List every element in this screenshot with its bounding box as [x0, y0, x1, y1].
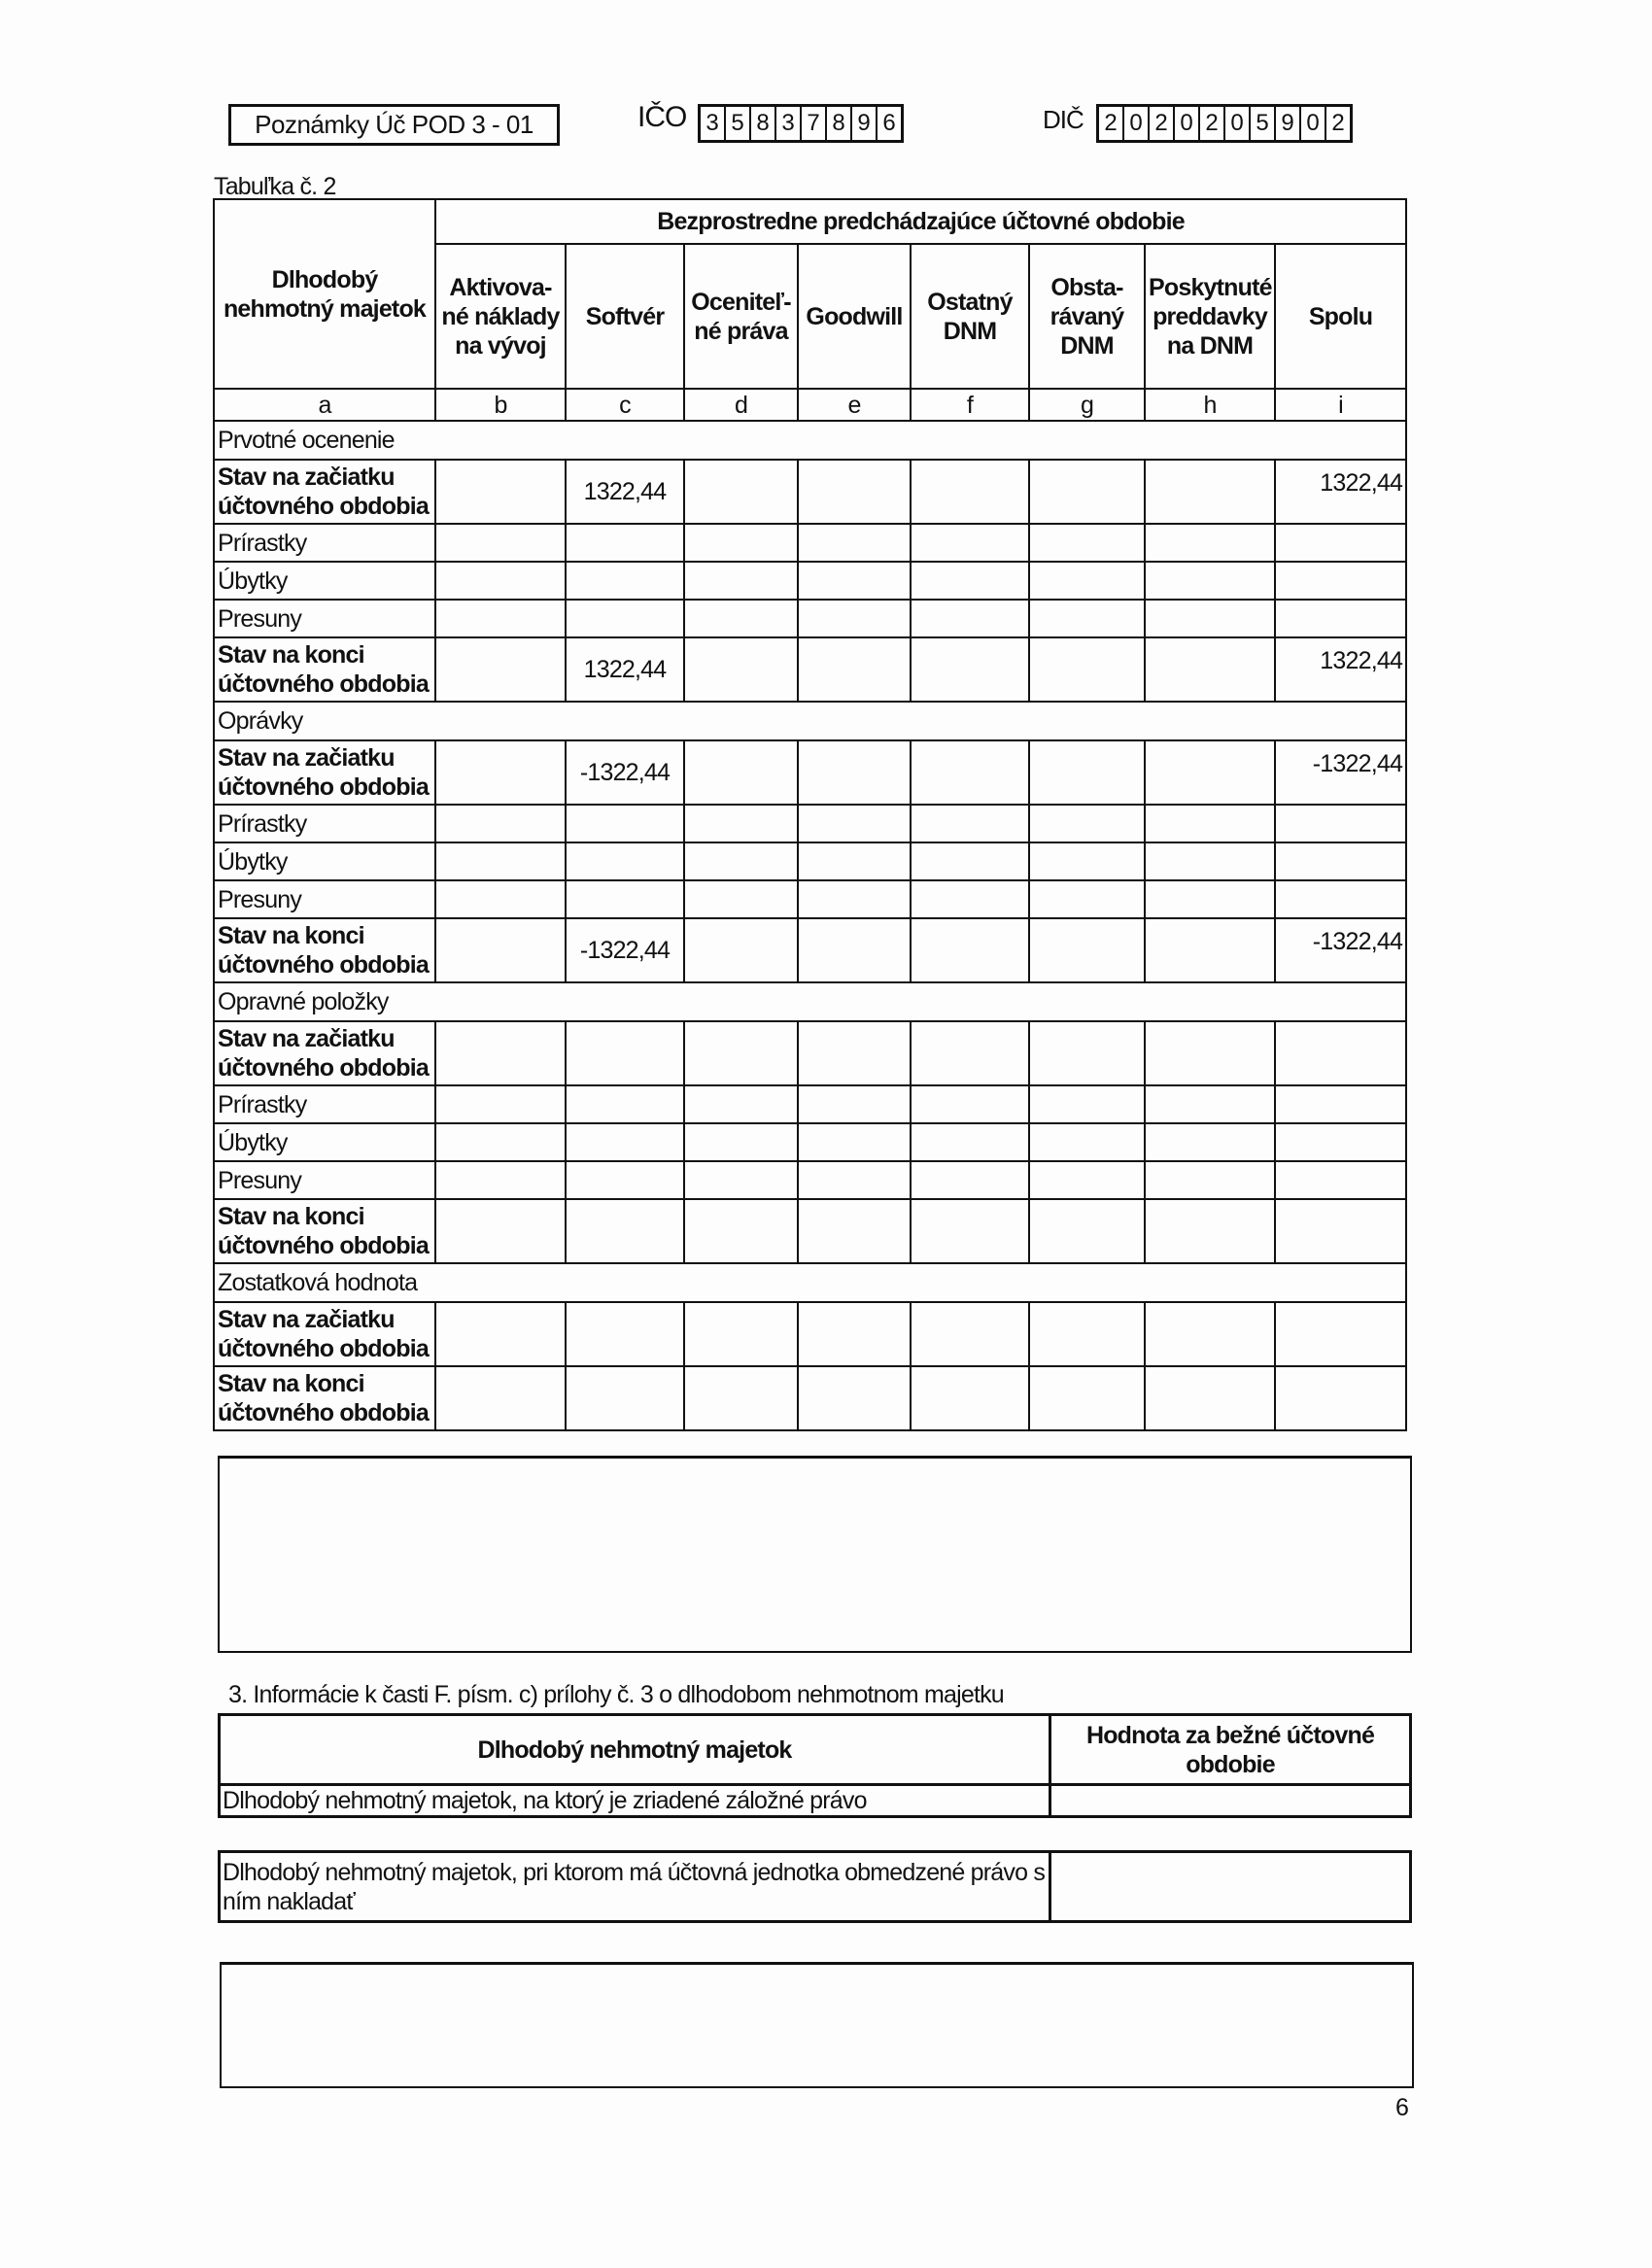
ico-label: IČO — [637, 101, 687, 133]
value-cell-e[interactable] — [798, 1366, 911, 1430]
section-row — [214, 702, 1406, 740]
notes-box-1[interactable] — [218, 1456, 1412, 1653]
digit-cell: 2 — [1331, 110, 1345, 136]
value-cell-b[interactable] — [435, 600, 566, 637]
value-cell-e[interactable] — [798, 918, 911, 982]
section3-title: 3. Informácie k časti F. písm. c) prílohy č. 3 o dlhodobom nehmotnom majetku — [228, 1681, 1004, 1708]
row-label: Stav na konci účtovného obdobia — [214, 918, 435, 982]
row-label: Úbytky — [214, 562, 435, 600]
digit-cell: 0 — [1124, 107, 1150, 140]
column-header-asset: Dlhodobý nehmotný majetok — [214, 199, 435, 389]
notes-box-2[interactable] — [220, 1962, 1414, 2088]
section-title: Prvotné ocenenie — [214, 421, 1406, 460]
value-cell-c[interactable] — [566, 562, 684, 600]
value-cell-i[interactable] — [1275, 842, 1406, 880]
value-cell-e[interactable] — [798, 1199, 911, 1263]
value-cell-d[interactable] — [684, 1085, 798, 1123]
value-cell-d[interactable] — [684, 918, 798, 982]
value-cell-i[interactable] — [1275, 1021, 1406, 1085]
value-cell-e[interactable] — [798, 1161, 911, 1199]
value-cell-e[interactable] — [798, 880, 911, 918]
value-cell-i[interactable] — [1275, 524, 1406, 562]
value-cell-e[interactable] — [798, 600, 911, 637]
column-header: Obsta-rávaný DNM — [1029, 244, 1145, 389]
ico-field — [698, 104, 904, 143]
column-header: Aktivova-né náklady na vývoj — [435, 244, 566, 389]
value-cell-b[interactable] — [435, 1302, 566, 1366]
value-cell-h[interactable] — [1145, 460, 1275, 524]
value-cell-i[interactable] — [1275, 880, 1406, 918]
value-cell-g[interactable] — [1029, 637, 1145, 702]
value-cell-f[interactable] — [911, 600, 1029, 637]
value-cell-b[interactable] — [435, 1161, 566, 1199]
value-cell-c[interactable]: -1322,44 — [566, 740, 684, 805]
table-row — [214, 842, 1406, 880]
value-cell-g[interactable] — [1029, 1085, 1145, 1123]
section-title: Oprávky — [214, 702, 1406, 740]
table-row — [214, 1085, 1406, 1123]
value-cell-b[interactable] — [435, 1085, 566, 1123]
column-letter: g — [1029, 389, 1145, 421]
value-cell-g[interactable] — [1029, 842, 1145, 880]
value-cell-d[interactable] — [684, 740, 798, 805]
value-cell-c[interactable] — [566, 1366, 684, 1430]
value-cell-f[interactable] — [911, 460, 1029, 524]
value-cell-b[interactable] — [435, 842, 566, 880]
value-cell-c[interactable] — [566, 1199, 684, 1263]
value-cell-f[interactable] — [911, 524, 1029, 562]
value-cell-d[interactable] — [684, 562, 798, 600]
value-cell-h[interactable] — [1145, 1366, 1275, 1430]
table-row — [214, 740, 1406, 805]
value-cell-g[interactable] — [1029, 524, 1145, 562]
value-cell[interactable] — [1050, 1785, 1411, 1817]
value-cell-g[interactable] — [1029, 805, 1145, 842]
column-header: Spolu — [1275, 244, 1406, 389]
value-cell-i[interactable]: 1322,44 — [1275, 460, 1406, 524]
digit-cell: 7 — [802, 107, 827, 140]
column-letter: f — [911, 389, 1029, 421]
column-header-value: Hodnota za bežné účtovné obdobie — [1050, 1715, 1411, 1785]
row-label: Prírastky — [214, 1085, 435, 1123]
digit-cell: 2 — [1150, 107, 1175, 140]
value-cell-e[interactable] — [798, 1021, 911, 1085]
value-cell-h[interactable] — [1145, 1302, 1275, 1366]
value-cell-c[interactable] — [566, 1161, 684, 1199]
value-cell-b[interactable] — [435, 740, 566, 805]
value-cell-b[interactable] — [435, 562, 566, 600]
value-cell-h[interactable] — [1145, 880, 1275, 918]
column-letter: b — [435, 389, 566, 421]
intangible-assets-table — [213, 198, 1407, 1431]
value-cell-e[interactable] — [798, 637, 911, 702]
row-label: Stav na začiatku účtovného obdobia — [214, 1021, 435, 1085]
column-header: Oceniteľ-né práva — [684, 244, 798, 389]
section-row — [214, 1263, 1406, 1302]
row-label: Stav na začiatku účtovného obdobia — [214, 460, 435, 524]
value-cell-e[interactable] — [798, 562, 911, 600]
value-cell-b[interactable] — [435, 1199, 566, 1263]
section-title: Zostatková hodnota — [214, 1263, 1406, 1302]
value-cell-f[interactable] — [911, 1123, 1029, 1161]
value-cell-h[interactable] — [1145, 524, 1275, 562]
column-header: Goodwill — [798, 244, 911, 389]
value-cell-d[interactable] — [684, 1021, 798, 1085]
value-cell-b[interactable] — [435, 880, 566, 918]
table-row — [214, 524, 1406, 562]
value-cell-g[interactable] — [1029, 918, 1145, 982]
value-cell-d[interactable] — [684, 842, 798, 880]
row-label: Prírastky — [214, 524, 435, 562]
value-cell-h[interactable] — [1145, 637, 1275, 702]
value-cell-d[interactable] — [684, 600, 798, 637]
column-letter: e — [798, 389, 911, 421]
value-cell-h[interactable] — [1145, 1199, 1275, 1263]
row-label: Stav na konci účtovného obdobia — [214, 1366, 435, 1430]
row-label: Stav na začiatku účtovného obdobia — [214, 1302, 435, 1366]
value-cell-c[interactable] — [566, 842, 684, 880]
value-cell-i[interactable] — [1275, 1123, 1406, 1161]
row-label: Presuny — [214, 600, 435, 637]
value-cell-i[interactable] — [1275, 1199, 1406, 1263]
column-letter: d — [684, 389, 798, 421]
value-cell-g[interactable] — [1029, 1199, 1145, 1263]
column-letter: c — [566, 389, 684, 421]
row-label: Presuny — [214, 1161, 435, 1199]
dic-field — [1096, 104, 1353, 143]
value-cell-f[interactable] — [911, 1302, 1029, 1366]
restricted-assets-table — [218, 1850, 1412, 1923]
table-row — [214, 1123, 1406, 1161]
value-cell-e[interactable] — [798, 842, 911, 880]
value-cell-c[interactable] — [566, 1021, 684, 1085]
value-cell-e[interactable] — [798, 460, 911, 524]
table-caption: Tabuľka č. 2 — [214, 173, 336, 200]
row-label: Stav na začiatku účtovného obdobia — [214, 740, 435, 805]
table-row — [214, 562, 1406, 600]
value-cell-c[interactable] — [566, 880, 684, 918]
value-cell-g[interactable] — [1029, 740, 1145, 805]
value-cell-g[interactable] — [1029, 460, 1145, 524]
value-cell-b[interactable] — [435, 1123, 566, 1161]
digit-cell: 0 — [1225, 107, 1251, 140]
digit-cell: 2 — [1099, 107, 1124, 140]
table-row — [214, 460, 1406, 524]
value-cell-d[interactable] — [684, 460, 798, 524]
digit-cell: 5 — [726, 107, 751, 140]
section-row — [214, 982, 1406, 1021]
value-cell-g[interactable] — [1029, 600, 1145, 637]
digit-cell: 3 — [701, 107, 726, 140]
value-cell-e[interactable] — [798, 524, 911, 562]
column-header: Poskytnuté preddavky na DNM — [1145, 244, 1275, 389]
value-cell-g[interactable] — [1029, 1123, 1145, 1161]
row-label: Presuny — [214, 880, 435, 918]
value-cell-h[interactable] — [1145, 1021, 1275, 1085]
section-row — [214, 421, 1406, 460]
value-cell-d[interactable] — [684, 1366, 798, 1430]
value-cell-f[interactable] — [911, 842, 1029, 880]
value-cell-f[interactable] — [911, 637, 1029, 702]
row-label: Úbytky — [214, 842, 435, 880]
table-row — [214, 805, 1406, 842]
value-cell-d[interactable] — [684, 1302, 798, 1366]
value-cell-i[interactable] — [1275, 1161, 1406, 1199]
digit-cell: 9 — [1276, 107, 1301, 140]
table-row — [214, 1161, 1406, 1199]
value-cell-h[interactable] — [1145, 1085, 1275, 1123]
pledged-assets-table — [218, 1713, 1412, 1818]
value-cell-c[interactable] — [566, 805, 684, 842]
value-cell-i[interactable] — [1275, 1366, 1406, 1430]
value-cell-e[interactable] — [798, 1302, 911, 1366]
digit-cell: 9 — [852, 107, 878, 140]
dic-label: DIČ — [1043, 105, 1084, 134]
value-cell-h[interactable] — [1145, 1123, 1275, 1161]
column-letter: i — [1275, 389, 1406, 421]
value-cell-f[interactable] — [911, 562, 1029, 600]
table-row — [214, 918, 1406, 982]
value-cell-h[interactable] — [1145, 740, 1275, 805]
value-cell-c[interactable] — [566, 1123, 684, 1161]
value-cell-e[interactable] — [798, 740, 911, 805]
value-cell-g[interactable] — [1029, 1302, 1145, 1366]
row-label: Prírastky — [214, 805, 435, 842]
column-letter: h — [1145, 389, 1275, 421]
value-cell-e[interactable] — [798, 1085, 911, 1123]
column-header: Softvér — [566, 244, 684, 389]
table-row — [214, 1366, 1406, 1430]
value-cell-b[interactable] — [435, 637, 566, 702]
value-cell-f[interactable] — [911, 880, 1029, 918]
value-cell-b[interactable] — [435, 1021, 566, 1085]
table-row — [214, 1021, 1406, 1085]
value-cell-c[interactable]: -1322,44 — [566, 918, 684, 982]
value-cell-d[interactable] — [684, 1123, 798, 1161]
digit-cell: 5 — [1251, 107, 1276, 140]
row-label: Stav na konci účtovného obdobia — [214, 1199, 435, 1263]
page-number: 6 — [1395, 2094, 1409, 2121]
value-cell-h[interactable] — [1145, 562, 1275, 600]
row-label-pledged: Dlhodobý nehmotný majetok, na ktorý je zriadené záložné právo — [220, 1785, 1050, 1817]
value-cell-e[interactable] — [798, 1123, 911, 1161]
value-cell[interactable] — [1050, 1852, 1411, 1922]
value-cell-d[interactable] — [684, 1199, 798, 1263]
digit-cell: 0 — [1301, 107, 1326, 140]
value-cell-d[interactable] — [684, 805, 798, 842]
value-cell-c[interactable] — [566, 1085, 684, 1123]
table-row — [214, 1302, 1406, 1366]
value-cell-c[interactable] — [566, 524, 684, 562]
value-cell-i[interactable]: -1322,44 — [1275, 740, 1406, 805]
column-header: Ostatný DNM — [911, 244, 1029, 389]
value-cell-f[interactable] — [911, 918, 1029, 982]
table-row — [214, 637, 1406, 702]
value-cell-c[interactable] — [566, 600, 684, 637]
digit-cell: 3 — [776, 107, 802, 140]
value-cell-d[interactable] — [684, 637, 798, 702]
digit-cell: 6 — [882, 110, 896, 136]
digit-cell: 8 — [751, 107, 776, 140]
value-cell-g[interactable] — [1029, 1366, 1145, 1430]
value-cell-c[interactable]: 1322,44 — [566, 460, 684, 524]
column-header-asset: Dlhodobý nehmotný majetok — [220, 1715, 1050, 1785]
value-cell-i[interactable] — [1275, 1302, 1406, 1366]
value-cell-b[interactable] — [435, 805, 566, 842]
value-cell-b[interactable] — [435, 460, 566, 524]
form-label: Poznámky Úč POD 3 - 01 — [228, 104, 560, 146]
digit-cell: 0 — [1175, 107, 1200, 140]
value-cell-i[interactable] — [1275, 1085, 1406, 1123]
table-row — [214, 1199, 1406, 1263]
value-cell-i[interactable] — [1275, 562, 1406, 600]
section-title: Opravné položky — [214, 982, 1406, 1021]
value-cell-i[interactable]: 1322,44 — [1275, 637, 1406, 702]
period-header: Bezprostredne predchádzajúce účtovné obdobie — [435, 199, 1406, 244]
value-cell-i[interactable] — [1275, 805, 1406, 842]
digit-cell: 2 — [1200, 107, 1225, 140]
value-cell-c[interactable] — [566, 1302, 684, 1366]
value-cell-f[interactable] — [911, 1021, 1029, 1085]
value-cell-b[interactable] — [435, 1366, 566, 1430]
value-cell-f[interactable] — [911, 1199, 1029, 1263]
digit-cell: 8 — [827, 107, 852, 140]
value-cell-f[interactable] — [911, 1085, 1029, 1123]
value-cell-h[interactable] — [1145, 1161, 1275, 1199]
value-cell-d[interactable] — [684, 1161, 798, 1199]
value-cell-h[interactable] — [1145, 842, 1275, 880]
value-cell-h[interactable] — [1145, 918, 1275, 982]
row-label: Úbytky — [214, 1123, 435, 1161]
value-cell-e[interactable] — [798, 805, 911, 842]
column-letter: a — [214, 389, 435, 421]
row-label-restricted: Dlhodobý nehmotný majetok, pri ktorom má účtovná jednotka obmedzené právo s ním nakladať — [220, 1852, 1050, 1922]
value-cell-b[interactable] — [435, 524, 566, 562]
table-row — [214, 600, 1406, 637]
value-cell-c[interactable]: 1322,44 — [566, 637, 684, 702]
table-row — [214, 880, 1406, 918]
value-cell-g[interactable] — [1029, 1161, 1145, 1199]
value-cell-i[interactable]: -1322,44 — [1275, 918, 1406, 982]
value-cell-h[interactable] — [1145, 805, 1275, 842]
value-cell-g[interactable] — [1029, 1021, 1145, 1085]
value-cell-b[interactable] — [435, 918, 566, 982]
value-cell-d[interactable] — [684, 524, 798, 562]
value-cell-i[interactable] — [1275, 600, 1406, 637]
value-cell-f[interactable] — [911, 805, 1029, 842]
value-cell-f[interactable] — [911, 740, 1029, 805]
value-cell-f[interactable] — [911, 1366, 1029, 1430]
value-cell-h[interactable] — [1145, 600, 1275, 637]
value-cell-g[interactable] — [1029, 880, 1145, 918]
value-cell-d[interactable] — [684, 880, 798, 918]
value-cell-g[interactable] — [1029, 562, 1145, 600]
row-label: Stav na konci účtovného obdobia — [214, 637, 435, 702]
value-cell-f[interactable] — [911, 1161, 1029, 1199]
